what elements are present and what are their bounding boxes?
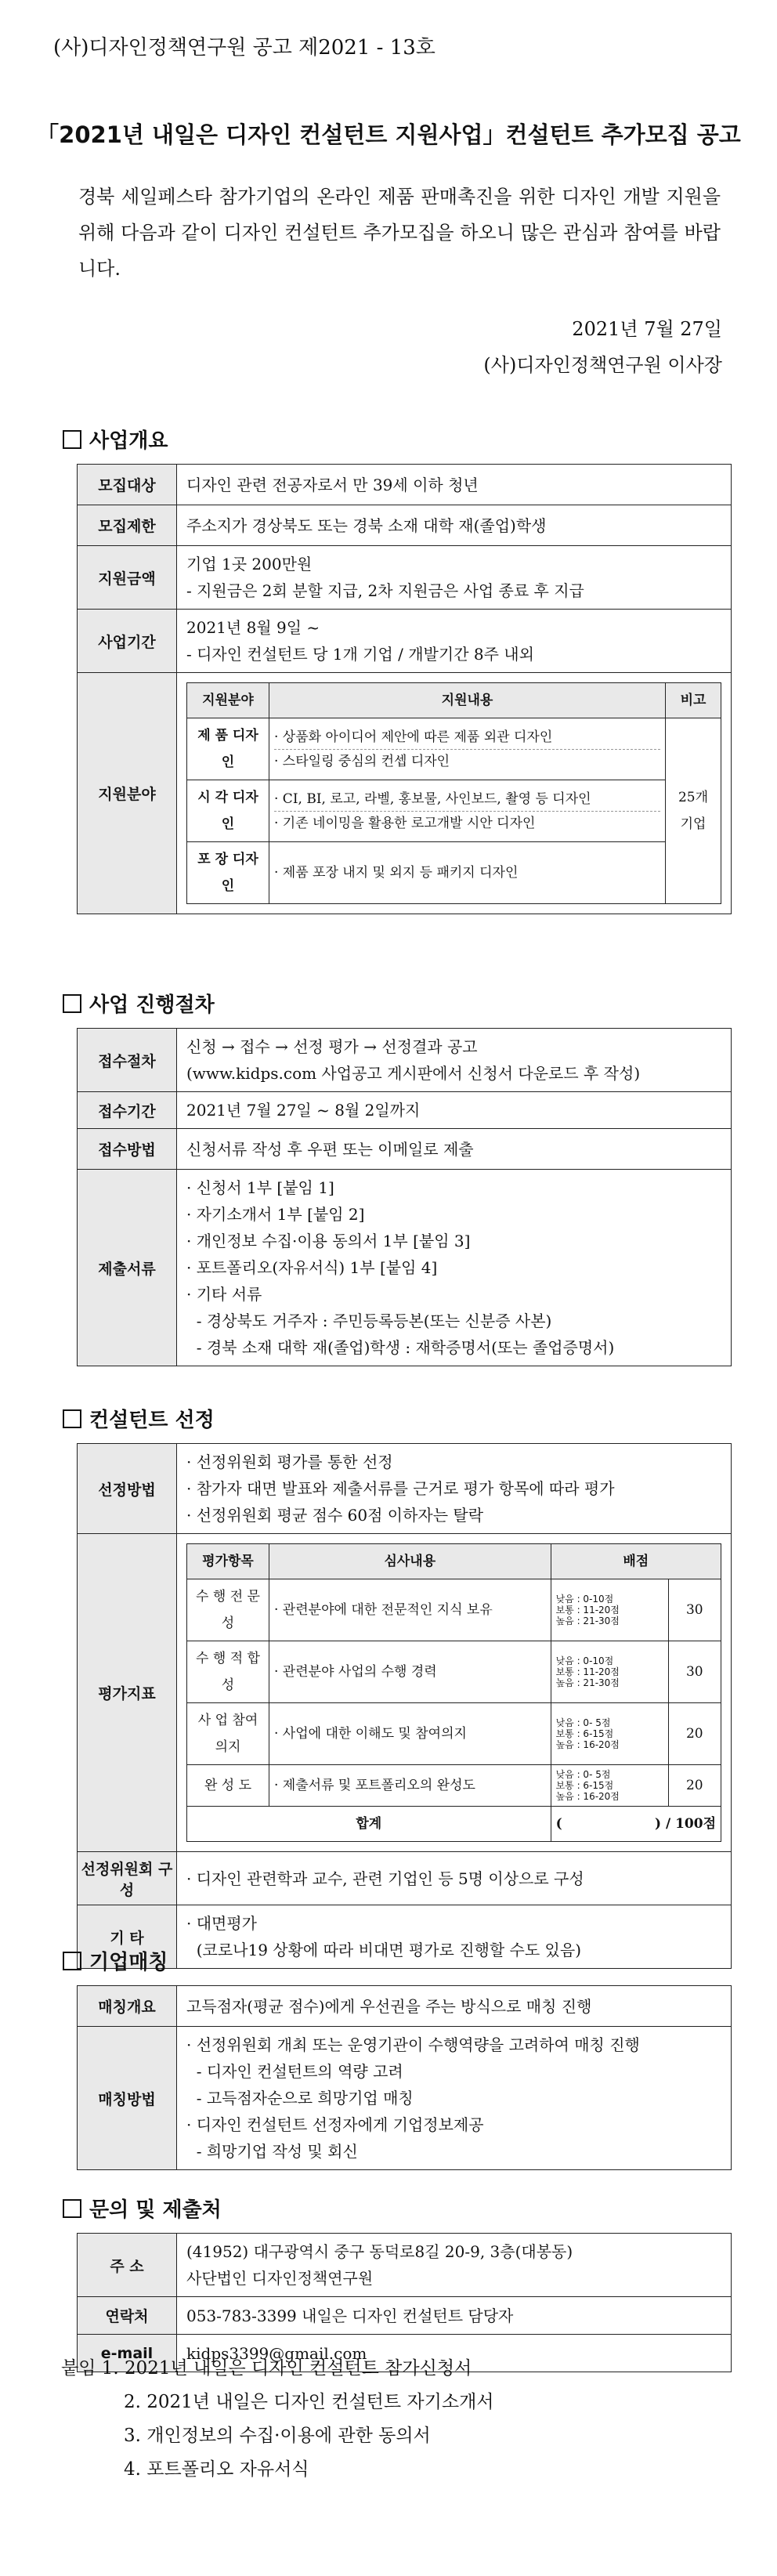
attachment-item [61,2386,494,2419]
scale-line: 높음 : 16-20점 [555,1791,620,1802]
cell-line: 신청서류 작성 후 우편 또는 이메일로 제출 [186,1139,474,1159]
attachments-list [61,2352,494,2487]
criteria-scale [551,1765,668,1807]
criteria-table [186,1543,721,1842]
attachment-prefix: 붙임 [61,2358,96,2379]
section-heading-process: 사업 진행절차 [63,989,215,1018]
row-label: 접수기간 [78,1092,177,1129]
process-table [77,1028,732,1366]
intro-paragraph: 경북 세일페스타 참가기업의 온라인 제품 판매촉진을 위한 디자인 개발 지원을 위해 다음과 같이 디자인 컨설턴트 추가모집을 하오니 많은 관심과 참여를 바랍니다. [78,186,721,280]
section-heading-selection: 컨설턴트 선정 [63,1404,215,1433]
checkbox-square-icon [63,2199,81,2218]
criteria-item: 완 성 도 [187,1765,269,1807]
row-value [177,546,732,610]
column-header: 지원분야 [187,683,269,718]
row-value [177,1905,732,1969]
cell-line: - 경상북도 거주자 : 주민등록등본(또는 신분증 사본) [186,1312,552,1330]
cell-line: (41952) 대구광역시 중구 동덕로8길 20-9, 3층(대봉동) [186,2242,573,2261]
criteria-points: 20 [668,1703,721,1765]
column-header: 평가항목 [187,1544,269,1579]
total-row [187,1807,721,1842]
field-item: · 스타일링 중심의 컨셉 디자인 [274,753,450,769]
criteria-points: 30 [668,1641,721,1703]
row-label: 매칭개요 [78,1986,177,2027]
field-category: 시 각 디자인 [187,780,269,842]
page-title: 「2021년 내일은 디자인 컨설턴트 지원사업」컨설턴트 추가모집 공고 [36,121,741,148]
cell-line: · 기타 서류 [186,1285,262,1304]
field-content [269,780,666,842]
row-label: 지원금액 [78,546,177,610]
selection-table [77,1443,732,1969]
field-content [269,842,666,904]
cell-line: 사단법인 디자인정책연구원 [186,2269,374,2288]
scale-line: 낮음 : 0- 5점 [555,1717,611,1728]
cell-line: · 참가자 대면 발표와 제출서류를 근거로 평가 항목에 따라 평가 [186,1479,615,1498]
cell-line: kidps3399@gmail.com [186,2343,367,2363]
row-value [177,505,732,546]
scale-line: 높음 : 21-30점 [555,1615,620,1626]
criteria-item: 수 행 전 문 성 [187,1579,269,1641]
scale-line: 높음 : 16-20점 [555,1739,620,1750]
cell-line: · 자기소개서 1부 [붙임 2] [186,1205,365,1224]
field-category: 제 품 디자인 [187,718,269,780]
notice-number: (사)디자인정책연구원 공고 제2021 - 13호 [53,36,435,60]
checkbox-square-icon [63,1952,81,1970]
scale-line: 보통 : 11-20점 [555,1666,620,1677]
table-row [78,546,732,610]
table-row [78,610,732,673]
table-header-row [187,1544,721,1579]
criteria-content: · 제출서류 및 포트폴리오의 완성도 [269,1765,551,1807]
criteria-content: · 관련분야 사업의 수행 경력 [269,1641,551,1703]
criteria-scale [551,1579,668,1641]
cell-line: 고득점자(평균 점수)에게 우선권을 주는 방식으로 매칭 진행 [186,1996,592,2016]
row-value [177,610,732,673]
field-item: · 상품화 아이디어 제안에 따른 제품 외관 디자인 [274,725,660,750]
scale-line: 낮음 : 0-10점 [555,1655,614,1666]
cell-line: 디자인 관련 전공자로서 만 39세 이하 청년 [186,475,479,494]
cell-line: · 선정위원회 개최 또는 운영기관이 수행역량을 고려하여 매칭 진행 [186,2035,640,2054]
table-row [187,1765,721,1807]
row-label: 주 소 [78,2234,177,2297]
row-label: 연락처 [78,2297,177,2335]
notice-date: 2021년 7월 27일 [572,318,722,340]
matching-table [77,1985,732,2170]
cell-line: · 대면평가 [186,1914,257,1933]
checkbox-square-icon [63,1409,81,1428]
cell-line: - 고득점자순으로 희망기업 매칭 [186,2089,414,2107]
row-value [177,1029,732,1092]
table-row [187,842,721,904]
attachment-text: 2. 2021년 내일은 디자인 컨설턴트 자기소개서 [124,2392,494,2412]
support-field-table [186,682,721,904]
row-label: e-mail [78,2335,177,2372]
criteria-content: · 관련분야에 대한 전문적인 지식 보유 [269,1579,551,1641]
total-label: 합계 [187,1807,551,1842]
cell-line: · 신청서 1부 [붙임 1] [186,1178,334,1197]
cell-line: 신청 → 접수 → 선정 평가 → 선정결과 공고 [186,1037,478,1056]
attachment-text: 4. 포트폴리오 자유서식 [124,2459,309,2480]
row-label: 모집제한 [78,505,177,546]
table-row [78,1092,732,1129]
row-label: 지원분야 [78,673,177,914]
checkbox-square-icon [63,994,81,1013]
table-row [78,2234,732,2297]
field-category: 포 장 디자인 [187,842,269,904]
row-label: 선정위원회 구 성 [78,1852,177,1905]
row-label: 모집대상 [78,465,177,505]
attachment-text: 1. 2021년 내일은 디자인 컨설턴트 참가신청서 [101,2358,472,2379]
criteria-points: 30 [668,1579,721,1641]
attachment-text: 3. 개인정보의 수집·이용에 관한 동의서 [124,2426,431,2446]
checkbox-square-icon [63,430,81,449]
scale-line: 보통 : 6-15점 [555,1728,614,1739]
field-item: · 제품 포장 내지 및 외지 등 패키지 디자인 [274,865,519,881]
scale-line: 높음 : 21-30점 [555,1677,620,1688]
row-label: 기 타 [78,1905,177,1969]
notice-signer: (사)디자인정책연구원 이사장 [483,354,722,376]
cell-line: 053-783-3399 내일은 디자인 컨설턴트 담당자 [186,2306,514,2325]
cell-line: 주소지가 경상북도 또는 경북 소재 대학 재(졸업)학생 [186,516,547,535]
table-row [78,1444,732,1534]
cell-line: · 선정위원회 평가를 통한 선정 [186,1453,393,1471]
cell-line: (코로나19 상황에 따라 비대면 평가로 진행할 수도 있음) [186,1941,581,1959]
scale-line: 보통 : 11-20점 [555,1605,620,1615]
row-value [177,1852,732,1905]
section-heading-overview: 사업개요 [63,425,168,454]
row-label: 접수절차 [78,1029,177,1092]
cell-line: 2021년 7월 27일 ~ 8월 2일까지 [186,1101,421,1120]
cell-line: · 개인정보 수집·이용 동의서 1부 [붙임 3] [186,1232,471,1250]
row-value [177,1092,732,1129]
scale-line: 낮음 : 0- 5점 [555,1769,611,1780]
row-value [177,2234,732,2297]
scale-line: 보통 : 6-15점 [555,1780,614,1791]
table-row [78,505,732,546]
attachment-item [61,2352,494,2386]
table-row [187,1579,721,1641]
field-note: 25개 기업 [666,718,721,904]
section-heading-contact: 문의 및 제출처 [63,2194,222,2223]
criteria-scale [551,1641,668,1703]
table-row [187,780,721,842]
criteria-points: 20 [668,1765,721,1807]
table-row [78,2297,732,2335]
cell-line: - 경북 소재 대학 재(졸업)학생 : 재학증명서(또는 졸업증명서) [186,1338,615,1357]
criteria-scale [551,1703,668,1765]
row-value [177,1986,732,2027]
table-row [78,1129,732,1170]
row-value [177,1534,732,1852]
cell-line: (www.kidps.com 사업공고 게시판에서 신청서 다운로드 후 작성) [186,1064,641,1083]
table-row [78,1534,732,1852]
row-label: 선정방법 [78,1444,177,1534]
table-row [78,1905,732,1969]
cell-line: · 디자인 관련학과 교수, 관련 기업인 등 5명 이상으로 구성 [186,1869,584,1888]
row-value [177,1170,732,1366]
cell-line: - 디자인 컨설턴트의 역량 고려 [186,2062,403,2081]
overview-table [77,464,732,914]
row-value [177,1444,732,1534]
row-label: 평가지표 [78,1534,177,1852]
attachment-item [61,2419,494,2453]
table-row [78,1029,732,1092]
field-item: · CI, BI, 로고, 라벨, 홍보물, 사인보드, 촬영 등 디자인 [274,787,660,812]
column-header: 심사내용 [269,1544,551,1579]
row-value [177,673,732,914]
cell-line: - 지원금은 2회 분할 지급, 2차 지원금은 사업 종료 후 지급 [186,581,584,600]
table-row [78,673,732,914]
criteria-content: · 사업에 대한 이해도 및 참여의지 [269,1703,551,1765]
table-header-row [187,683,721,718]
field-content [269,718,666,780]
row-value [177,2297,732,2335]
table-row [187,718,721,780]
row-value [177,2027,732,2170]
total-value: ( ) / 100점 [551,1807,721,1842]
cell-line: · 선정위원회 평균 점수 60점 이하자는 탈락 [186,1506,484,1525]
section-heading-matching: 기업매칭 [63,1946,168,1975]
table-row [78,2027,732,2170]
row-label: 사업기간 [78,610,177,673]
table-row [187,1703,721,1765]
cell-line: · 포트폴리오(자유서식) 1부 [붙임 4] [186,1258,438,1277]
cell-line: · 디자인 컨설턴트 선정자에게 기업정보제공 [186,2115,484,2134]
column-header: 지원내용 [269,683,666,718]
row-label: 제출서류 [78,1170,177,1366]
field-item: · 기존 네이밍을 활용한 로고개발 시안 디자인 [274,815,536,831]
criteria-item: 수 행 적 합 성 [187,1641,269,1703]
table-row [187,1641,721,1703]
row-value [177,465,732,505]
criteria-item: 사 업 참여의지 [187,1703,269,1765]
cell-line: 2021년 8월 9일 ~ [186,618,320,637]
column-header: 비고 [666,683,721,718]
table-row [78,1170,732,1366]
cell-line: - 희망기업 작성 및 회신 [186,2142,358,2161]
row-label: 매칭방법 [78,2027,177,2170]
attachment-item [61,2453,494,2487]
row-label: 접수방법 [78,1129,177,1170]
table-row [78,465,732,505]
table-row [78,1986,732,2027]
cell-line: 기업 1곳 200만원 [186,555,313,573]
scale-line: 낮음 : 0-10점 [555,1594,614,1605]
row-value [177,1129,732,1170]
table-row [78,1852,732,1905]
cell-line: - 디자인 컨설턴트 당 1개 기업 / 개발기간 8주 내외 [186,645,534,664]
column-header: 배점 [551,1544,721,1579]
